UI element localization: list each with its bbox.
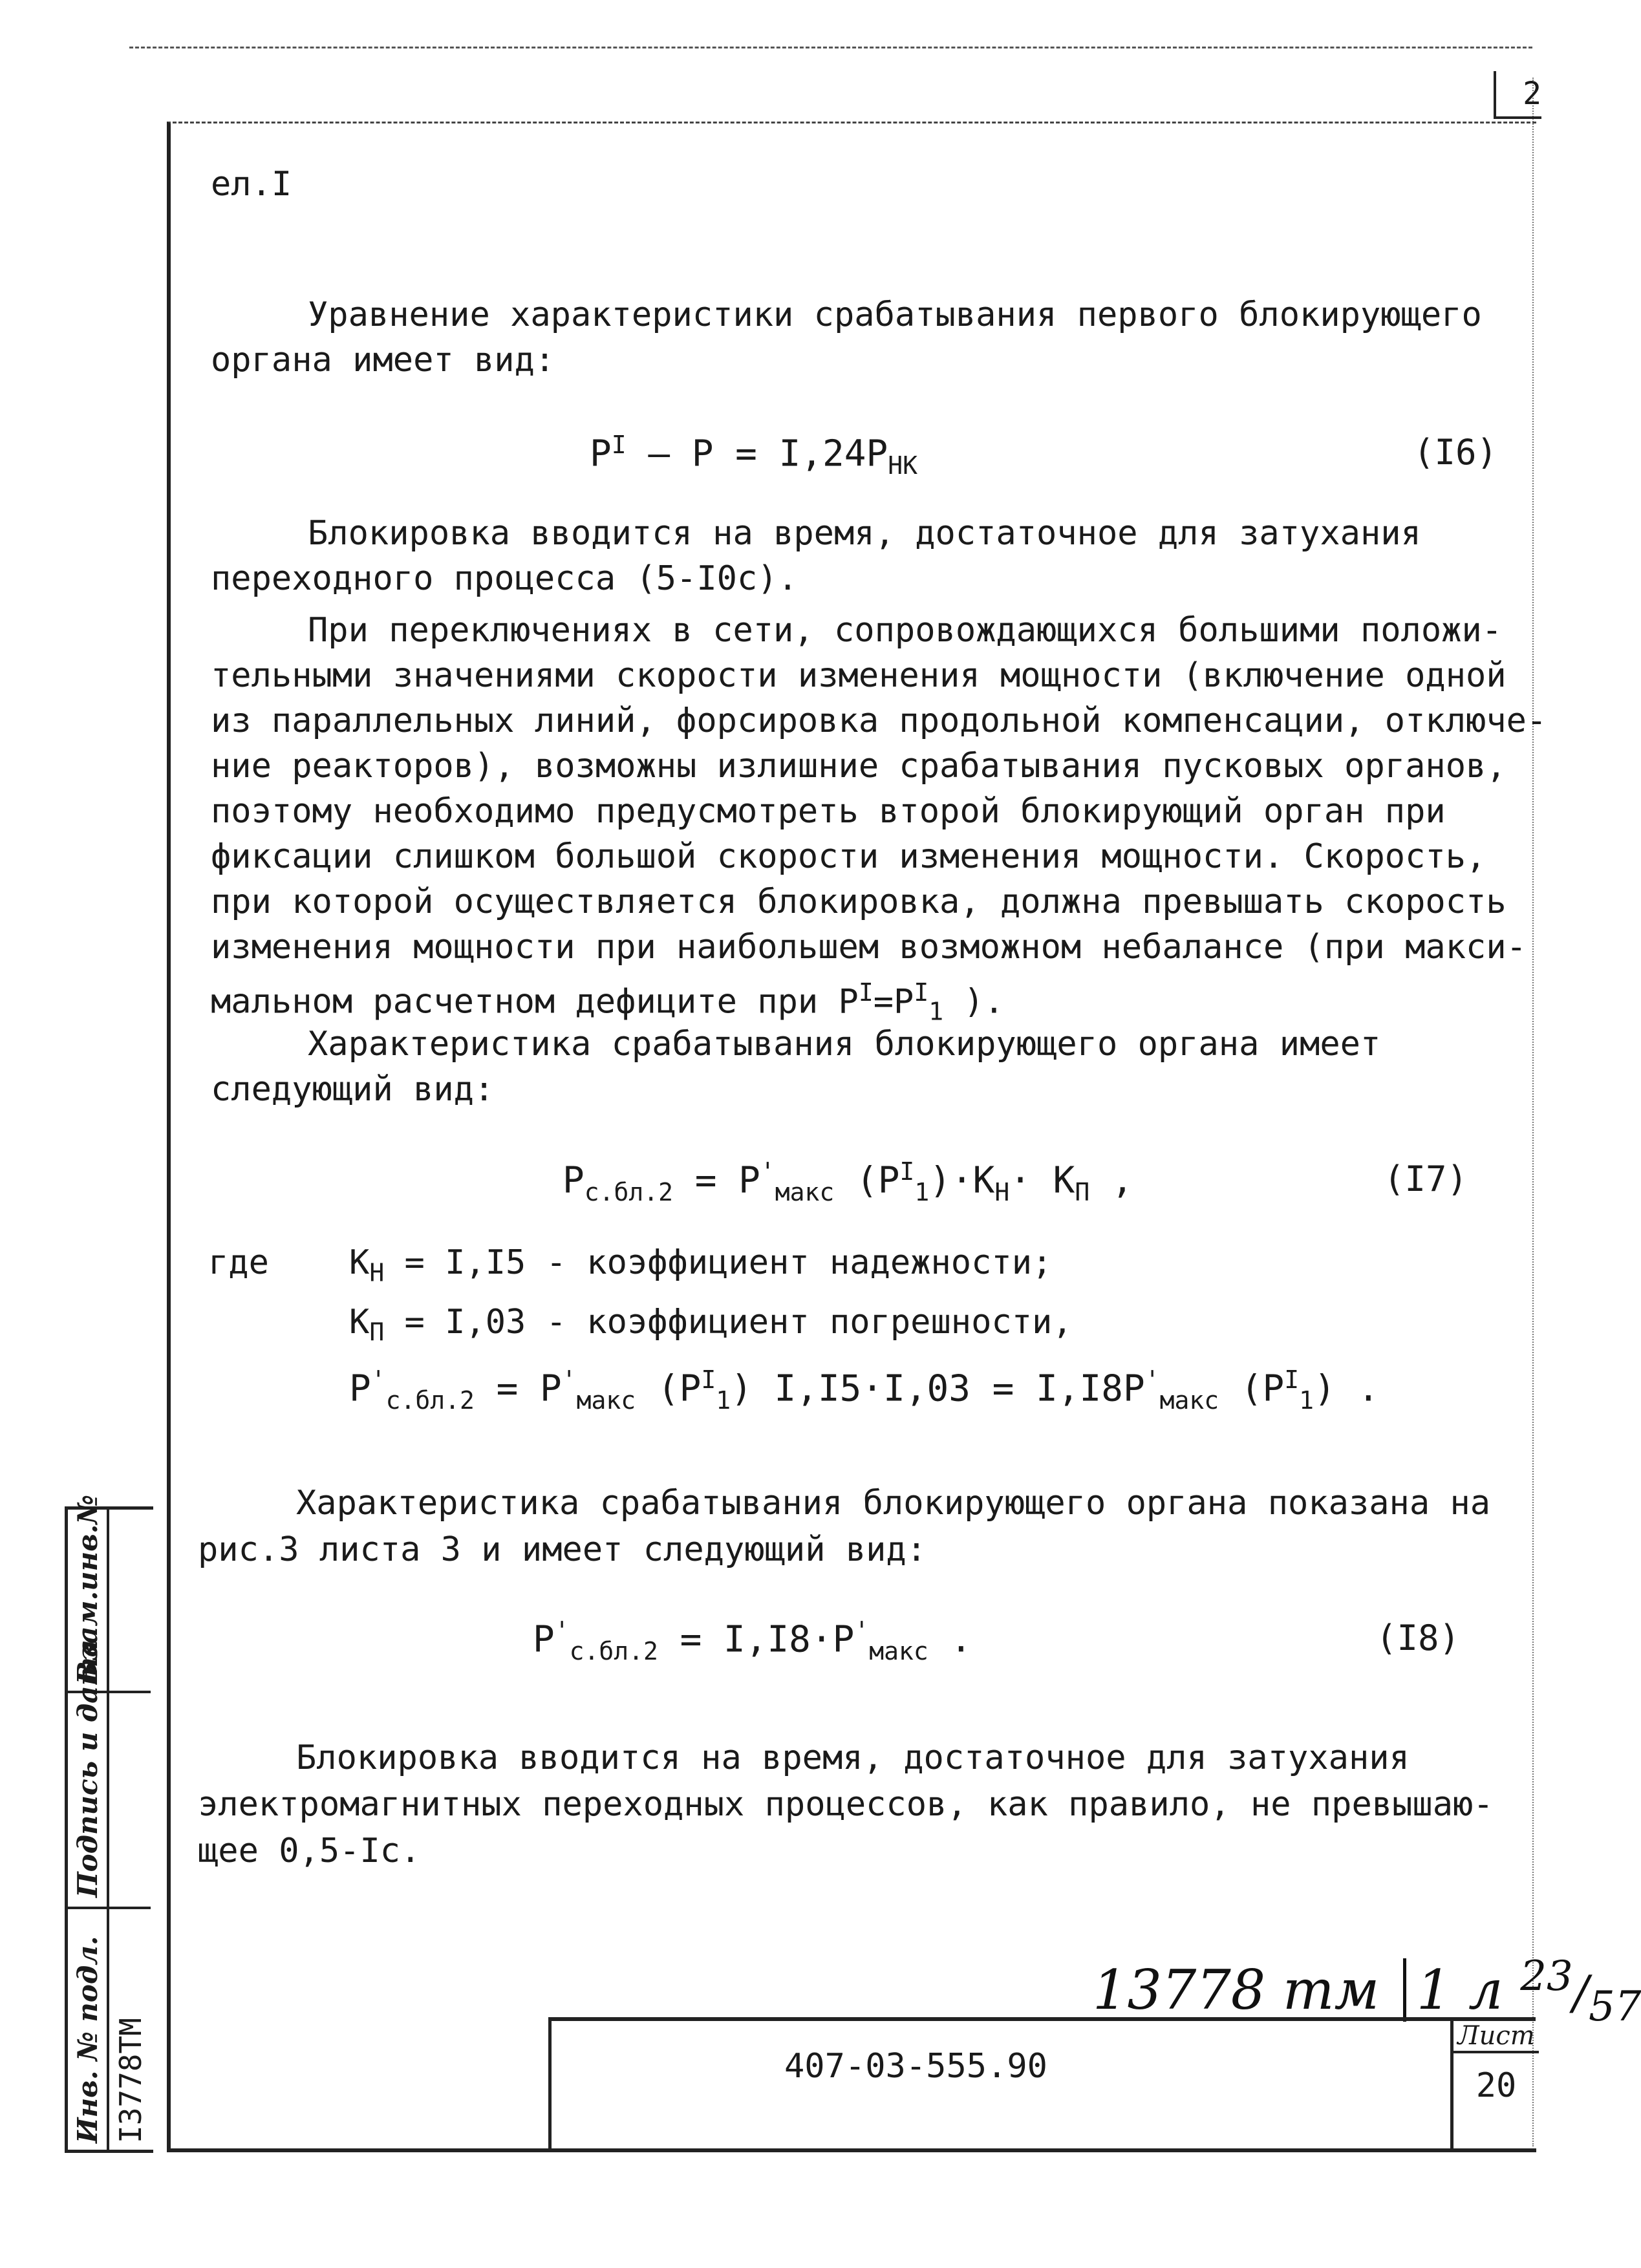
para3-line2: тельными значениями скорости изменения мощности (включение одной	[211, 656, 1507, 695]
sheet-number: 20	[1475, 2066, 1517, 2105]
para3-line1: При переключениях в сети, сопровождающихся большими положи-	[308, 611, 1503, 650]
inv-podl-value: I3778ТМ	[113, 2018, 148, 2143]
title-block	[548, 2017, 1536, 2150]
sheet-number-cell	[1450, 2021, 1539, 2150]
equation-18-number: (I8)	[1376, 1618, 1461, 1658]
para5-line1: Характеристика срабатывания блокирующего органа показана на	[296, 1484, 1491, 1523]
para3-line8: изменения мощности при наибольшем возможном небалансе (при макси-	[211, 928, 1527, 967]
kn-definition: $K_Н = I,I5$ - коэффициент надежности;	[349, 1243, 1053, 1287]
sheet-ref: ел.I	[211, 165, 292, 204]
equation-16-number: (I6)	[1413, 432, 1498, 473]
sheet-label: Лист	[1453, 2021, 1539, 2053]
side-stamp-divider-2	[68, 1907, 151, 1909]
para3-line7: при которой осуществляется блокировка, должна превышать скорость	[211, 883, 1507, 921]
handwritten-inventory: 13778 тм 1 л $^{23}/_{57}$	[1093, 1952, 1641, 2031]
equation-18: $P'_{с.бл.2} = I,I8\cdot P'_{макс}$ .	[533, 1616, 972, 1665]
corner-page-number: 2	[1494, 71, 1541, 119]
equation-17: $P_{с.бл.2} = P'_{макс}$ $(P^I_1)\cdot K_Н\cdot K_П$ ,	[563, 1157, 1133, 1206]
para2-line1: Блокировка вводится на время, достаточное для затухания	[308, 514, 1421, 553]
para4-line2: следующий вид:	[211, 1070, 495, 1109]
para4-line1: Характеристика срабатывания блокирующего органа имеет	[308, 1025, 1381, 1064]
side-stamp	[65, 1494, 153, 2153]
inv-podl-label: Инв. № подл.	[72, 1936, 103, 2143]
para1-line2: органа имеет вид:	[211, 341, 555, 380]
document-number: 407-03-555.90	[784, 2047, 1047, 2086]
para6-line3: щее 0,5-Iс.	[198, 1832, 421, 1870]
para3-line9: мальном расчетном дефиците при $P^I=P^I_1$ ).	[211, 978, 1005, 1026]
kp-definition: $K_П = I,03$ - коэффициент погрешности,	[349, 1303, 1073, 1347]
para2-line2: переходного процесса (5-I0с).	[211, 559, 798, 598]
para5-line2: рис.3 листа 3 и имеет следующий вид:	[198, 1530, 927, 1569]
para1-line1: Уравнение характеристики срабатывания первого блокирующего	[308, 295, 1482, 334]
equation-16: $P^I - P = I,24P_{НК}$	[590, 431, 917, 480]
para6-line1: Блокировка вводится на время, достаточное для затухания	[296, 1738, 1410, 1777]
where-word: где	[208, 1243, 269, 1282]
equation-17-number: (I7)	[1384, 1159, 1468, 1199]
para3-line6: фиксации слишком большой скорости изменения мощности. Скорость,	[211, 837, 1486, 876]
sign-date-label: Подпись и дата	[72, 1639, 103, 1898]
expanded-formula: $P'_{с.бл.2} = P'_{макс}$ $(P^I_1) I,I5\cdot I,03 = I,I8P'_{макс}$ $(P^I_1)$ .	[349, 1365, 1380, 1415]
para3-line5: поэтому необходимо предусмотреть второй блокирующий орган при	[211, 792, 1446, 831]
para3-line4: ние реакторов), возможны излишние срабатывания пусковых органов,	[211, 747, 1507, 786]
top-dashed-line	[129, 47, 1532, 48]
para6-line2: электромагнитных переходных процессов, как правило, не превышаю-	[198, 1785, 1494, 1824]
vzam-label: Взам.инв.№	[72, 1494, 103, 1684]
para3-line3: из параллельных линий, форсировка продольной компенсации, отключе-	[211, 701, 1547, 740]
